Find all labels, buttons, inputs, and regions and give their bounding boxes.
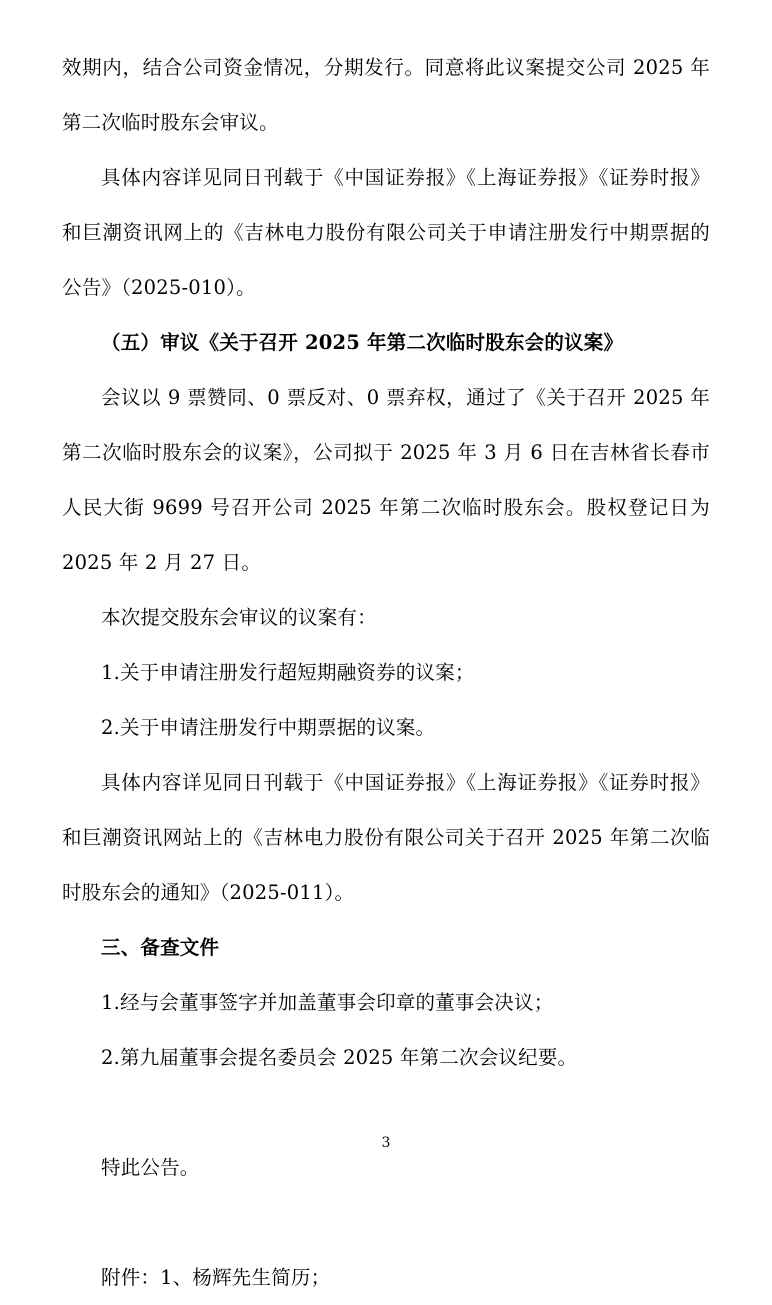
blank-line-2 [62,1195,710,1250]
paragraph-continuation: 效期内，结合公司资金情况，分期发行。同意将此议案提交公司 2025 年第二次临时股东会审议。 [62,56,710,134]
paragraph-attachment-list: 附件：1、杨辉先生简历； [101,1266,331,1289]
section-heading-reference-documents: 三、备查文件 [101,936,220,959]
paragraph-disclosure-meeting-notice: 具体内容详见同日刊载于《中国证券报》《上海证券报》《证券时报》和巨潮资讯网站上的《吉林电力股份有限公司关于召开 2025 年第二次临时股东会的通知》（2025-011）。 [62,771,710,904]
blank-line-1 [62,1085,710,1140]
paragraph-announcement-closing: 特此公告。 [101,1156,200,1179]
list-item-reference-1: 1.经与会董事签字并加盖董事会印章的董事会决议； [101,991,554,1014]
list-item-reference-2: 2.第九届董事会提名委员会 2025 年第二次会议纪要。 [101,1046,578,1069]
list-item-proposal-1: 1.关于申请注册发行超短期融资券的议案； [101,661,475,684]
paragraph-disclosure-midterm-notes: 具体内容详见同日刊载于《中国证券报》《上海证券报》《证券时报》和巨潮资讯网上的《吉林电力股份有限公司关于申请注册发行中期票据的公告》（2025-010）。 [62,166,710,299]
section-heading-item-five: （五）审议《关于召开 2025 年第二次临时股东会的议案》 [101,331,624,354]
paragraph-vote-result-shareholders-meeting: 会议以 9 票赞同、0 票反对、0 票弃权，通过了《关于召开 2025 年第二次临时股东会的议案》，公司拟于 2025 年 3 月 6 日在吉林省长春市人民大街 9699 号召开公司 2025 年第二次临时股东会。股权登记日为 2025 年 2 月 27 日。 [62,386,710,574]
page-number: 3 [381,1135,391,1151]
document-body [62,40,710,1305]
paragraph-proposals-intro: 本次提交股东会审议的议案有： [101,606,377,629]
list-item-proposal-2: 2.关于申请注册发行中期票据的议案。 [101,716,436,739]
